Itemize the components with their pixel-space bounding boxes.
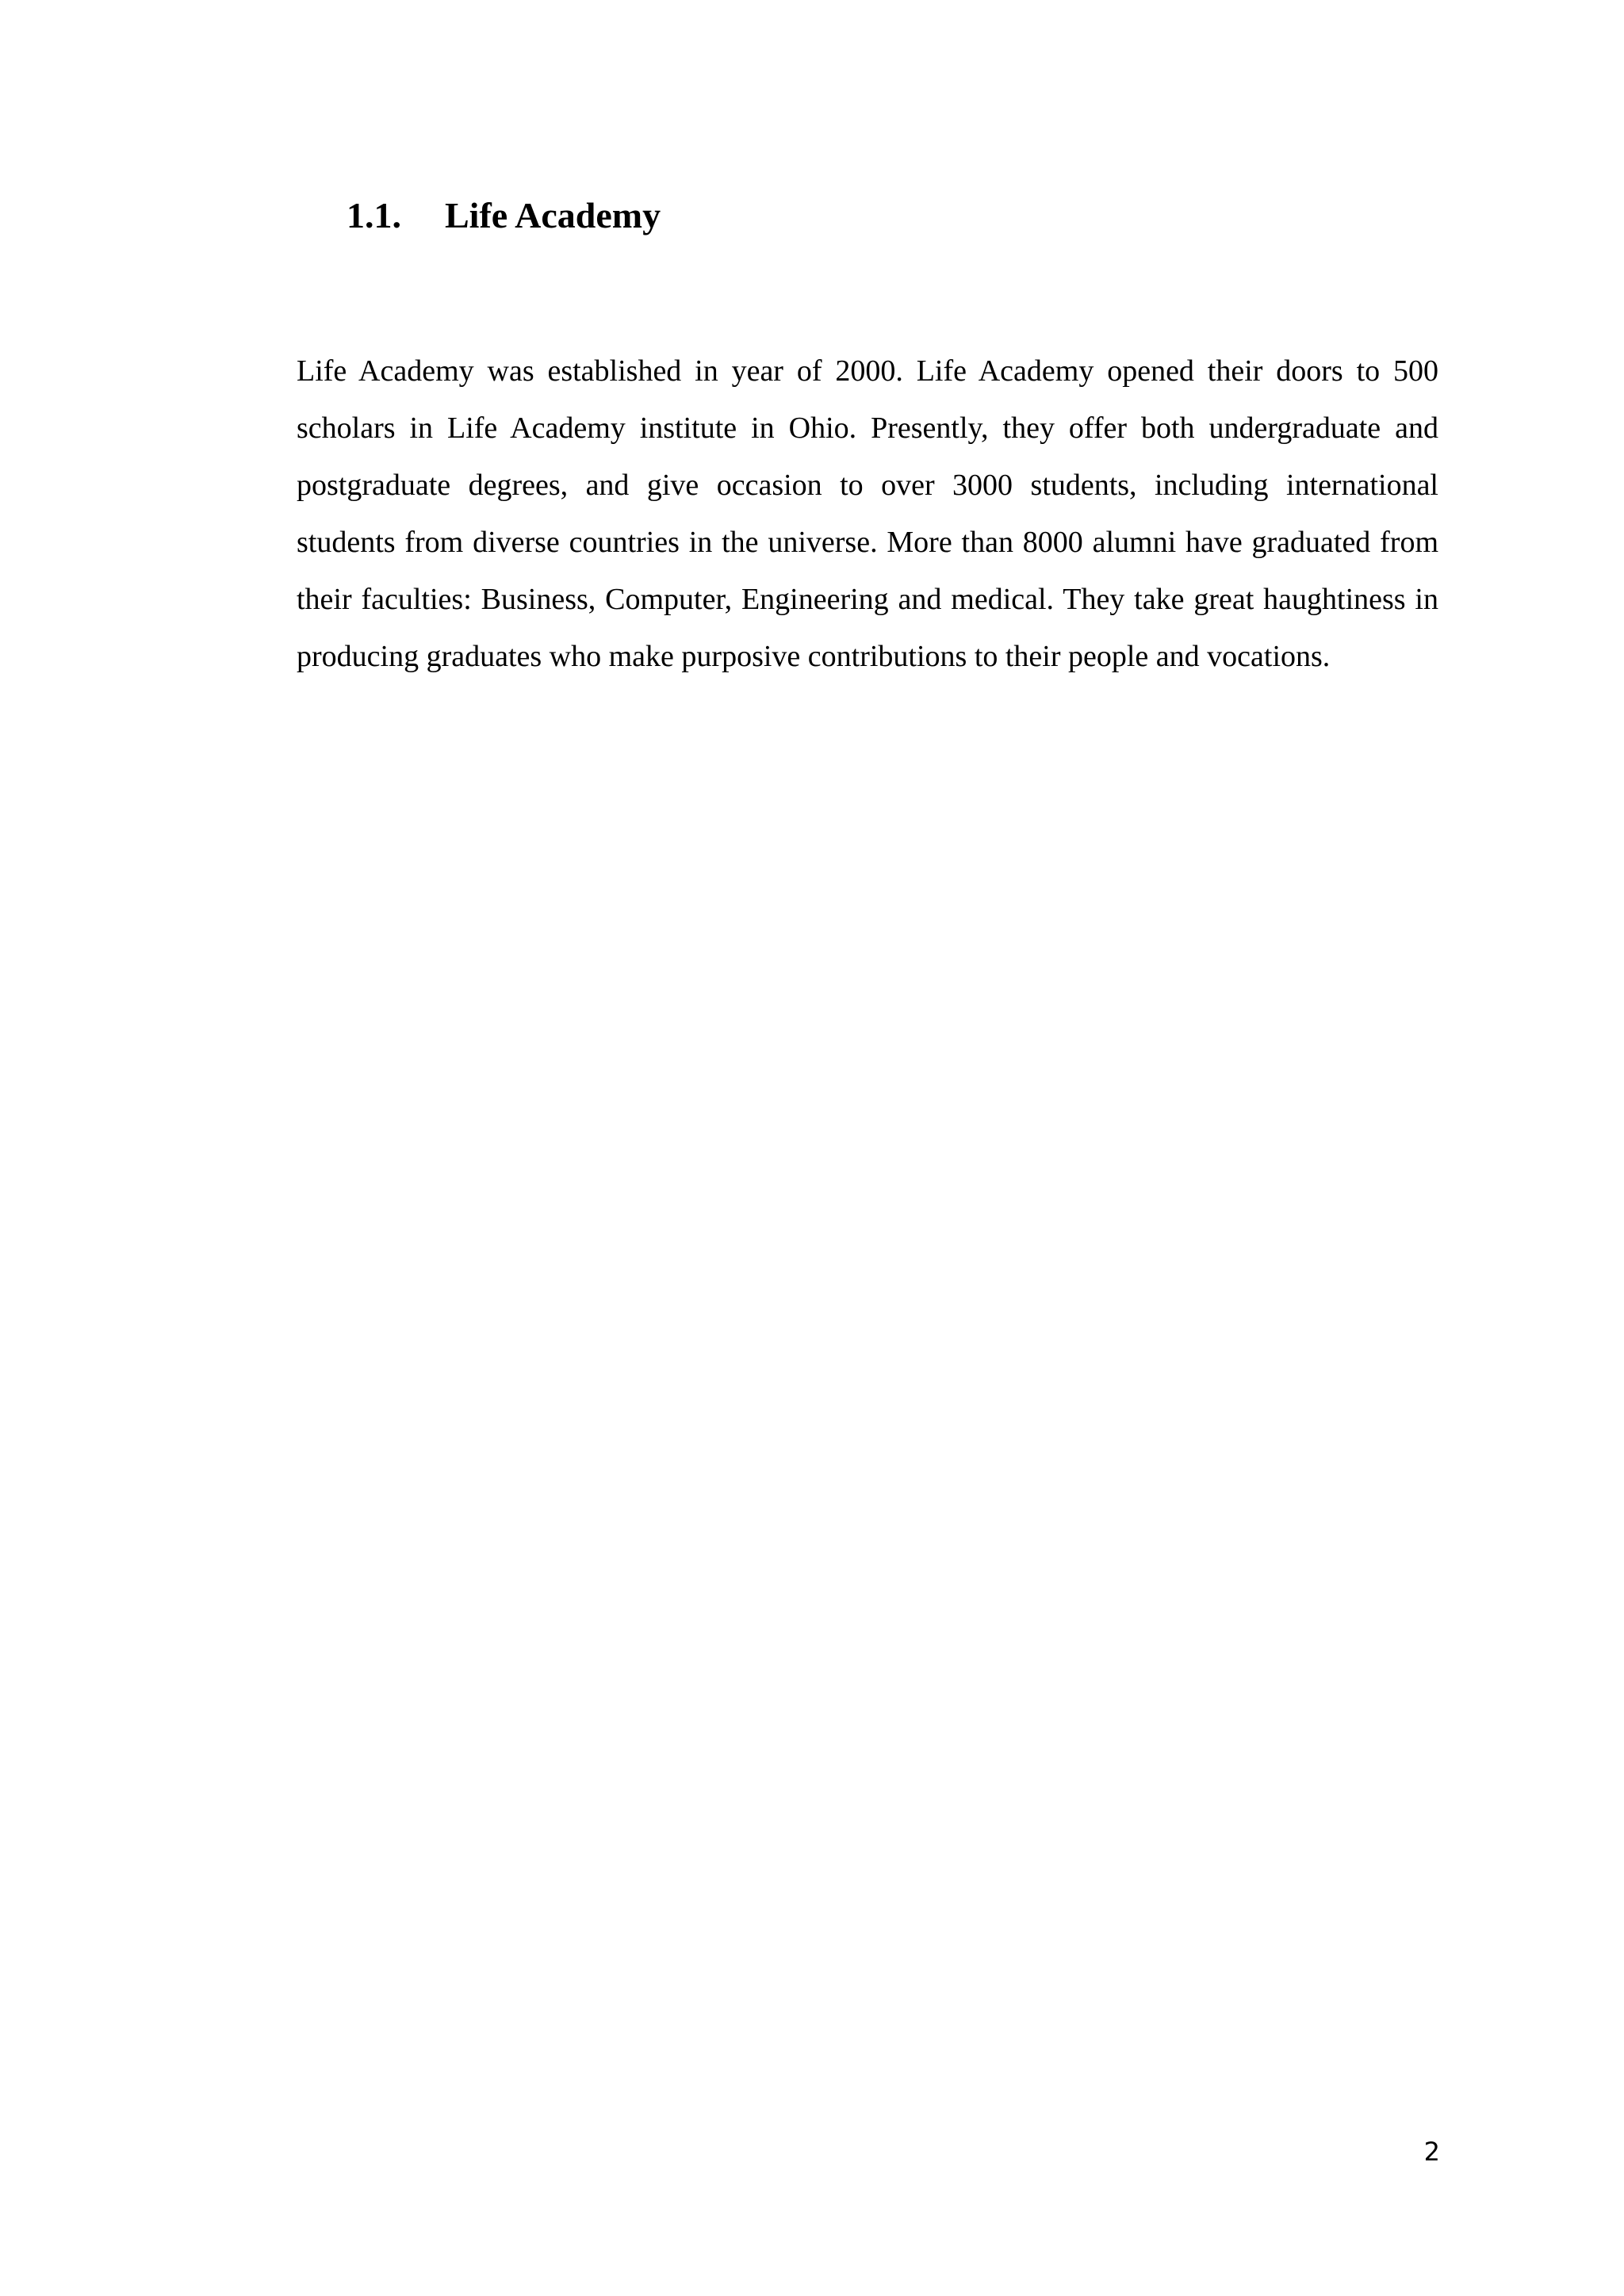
body-paragraph: Life Academy was established in year of 2000. Life Academy opened their doors to 500 scholars in Life Academy institute in Ohio. Presently, they offer both undergraduate and postgraduate degrees, and give occasion to over 3000 students, including international students from diverse countries in the universe. More than 8000 alumni have graduated from their faculties: Business, Computer, Engineering and medical. They take great haughtiness in producing graduates who make purposive contributions to their people and vocations.	[297, 354, 1438, 673]
page-number: 2	[1423, 2137, 1440, 2167]
section-heading	[347, 192, 661, 239]
section-title: Life Academy	[445, 195, 661, 235]
section-number: 1.1.	[347, 195, 401, 235]
